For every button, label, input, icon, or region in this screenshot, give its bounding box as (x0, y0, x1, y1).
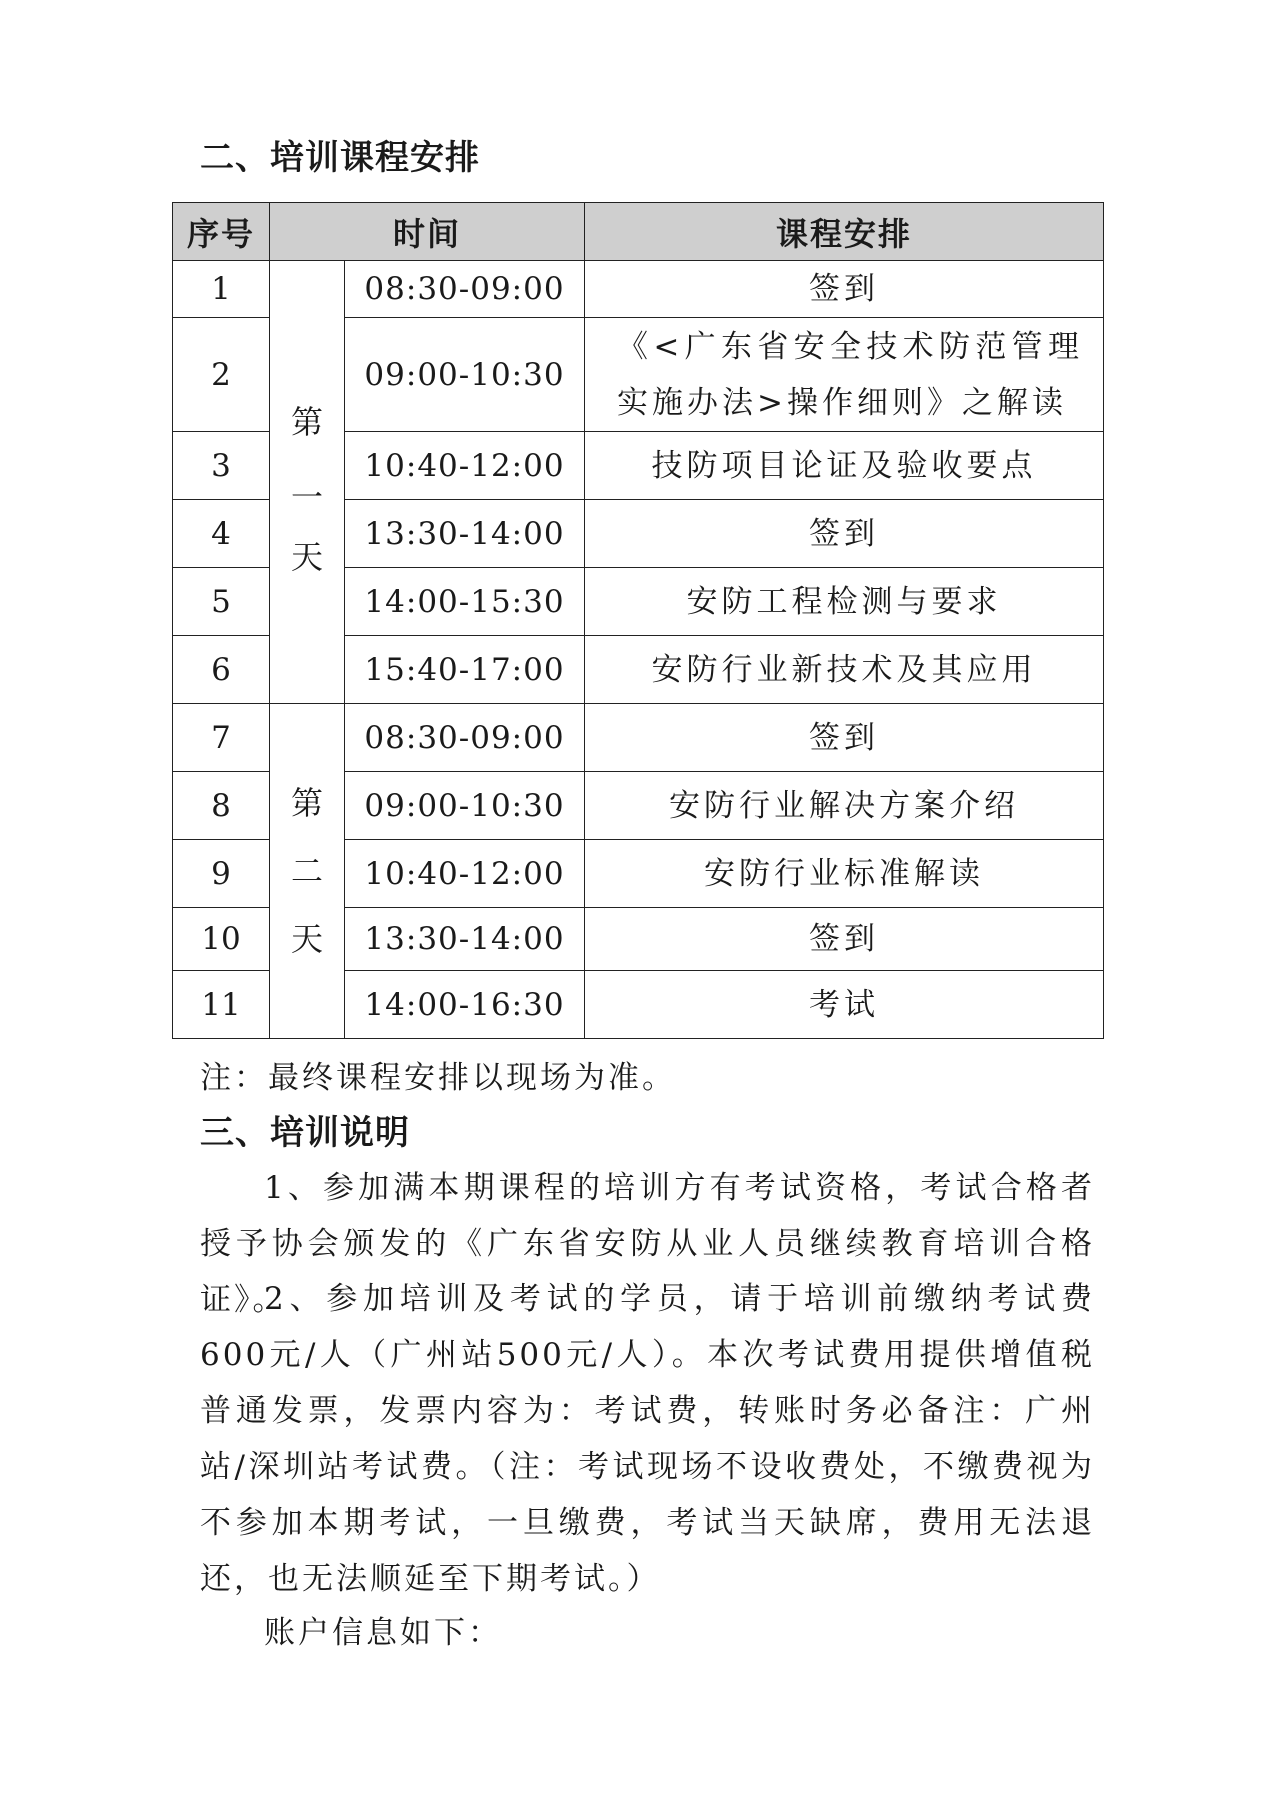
row-course: 安防行业解决方案介绍 (585, 772, 1104, 840)
row-num: 3 (173, 432, 270, 500)
row-num: 4 (173, 500, 270, 568)
course-schedule-table (172, 202, 1104, 1039)
row-time: 08:30-09:00 (345, 704, 585, 772)
row-num: 9 (173, 840, 270, 908)
paragraph-text: 账户信息如下： (264, 1615, 502, 1651)
schedule-note: 注：最终课程安排以现场为准。 (200, 1060, 676, 1096)
row-time: 15:40-17:00 (345, 636, 585, 704)
row-course: 签到 (585, 500, 1104, 568)
row-course: 技防项目论证及验收要点 (585, 432, 1104, 500)
row-num: 2 (173, 318, 270, 432)
section-title-course-schedule: 二、培训课程安排 (200, 138, 480, 178)
row-time: 10:40-12:00 (345, 840, 585, 908)
row-time: 14:00-15:30 (345, 568, 585, 636)
day1-label-3: 天 (290, 538, 323, 576)
row-time: 13:30-14:00 (345, 500, 585, 568)
row-course: 签到 (585, 261, 1104, 318)
row-course: 安防工程检测与要求 (585, 568, 1104, 636)
row-time: 14:00-16:30 (345, 971, 585, 1039)
day2-label-2: 二 (290, 852, 323, 890)
day2-cell (270, 704, 345, 1039)
day1-cell (270, 261, 345, 704)
row-num: 10 (173, 908, 270, 971)
row-time: 09:00-10:30 (345, 318, 585, 432)
row-num: 6 (173, 636, 270, 704)
row-time: 08:30-09:00 (345, 261, 585, 318)
paragraph-account-info (200, 1605, 1095, 1661)
header-time: 时间 (270, 203, 585, 261)
row-num: 11 (173, 971, 270, 1039)
row-time: 13:30-14:00 (345, 908, 585, 971)
row-time: 10:40-12:00 (345, 432, 585, 500)
header-seq: 序号 (173, 203, 270, 261)
table-row (173, 704, 1104, 772)
header-course: 课程安排 (585, 203, 1104, 261)
day1-label-2: 一 (290, 478, 323, 516)
table-header-row (173, 203, 1104, 261)
row-course: 考试 (585, 971, 1104, 1039)
row-time: 09:00-10:30 (345, 772, 585, 840)
section-title-training-notes: 三、培训说明 (200, 1113, 410, 1153)
day2-label-1: 第 (290, 784, 323, 822)
day1-label-1: 第 (290, 403, 323, 441)
row-course: 《<广东省安全技术防范管理实施办法>操作细则》之解读 (585, 318, 1104, 432)
day2-label-3: 天 (290, 920, 323, 958)
row-num: 5 (173, 568, 270, 636)
table-row (173, 261, 1104, 318)
row-course: 安防行业标准解读 (585, 840, 1104, 908)
paragraph-text: 2、参加培训及考试的学员，请于培训前缴纳考试费600元/人（广州站500元/人）。本次考试费用提供增值税普通发票，发票内容为：考试费，转账时务必备注：广州站/深圳站考试费。（注：考试现场不设收费处，不缴费视为不参加本期考试，一旦缴费，考试当天缺席，费用无法退还，也无法顺延至下期考试。） (200, 1281, 1095, 1597)
row-num: 7 (173, 704, 270, 772)
row-course: 安防行业新技术及其应用 (585, 636, 1104, 704)
paragraph-exam-fee (200, 1271, 1095, 1607)
row-course: 签到 (585, 704, 1104, 772)
row-num: 1 (173, 261, 270, 318)
row-num: 8 (173, 772, 270, 840)
row-course: 签到 (585, 908, 1104, 971)
paragraph-text: 1、参加满本期课程的培训方有考试资格，考试合格者授予协会颁发的《广东省安防从业人员继续教育培训合格证》。 (200, 1170, 1095, 1318)
